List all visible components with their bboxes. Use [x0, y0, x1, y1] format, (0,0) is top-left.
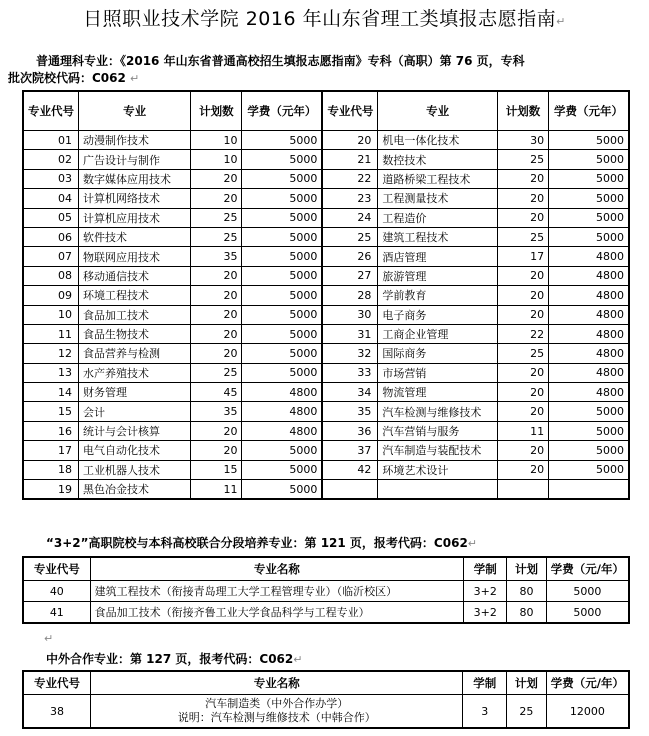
major-name: 酒店管理 [378, 247, 498, 266]
major-plan: 11 [191, 480, 242, 500]
major-plan: 30 [497, 131, 548, 150]
header-plan: 计划数 [191, 91, 242, 131]
major-name: 移动通信技术 [79, 266, 191, 285]
major-code: 42 [322, 460, 378, 479]
major-fee: 5000 [549, 402, 629, 421]
header-fee-right: 学费（元年） [549, 91, 629, 131]
major-code: 09 [23, 286, 79, 305]
major-code: 33 [322, 363, 378, 382]
major-plan: 20 [497, 208, 548, 227]
major-plan: 15 [191, 460, 242, 479]
major-fee: 5000 [549, 227, 629, 246]
coop-code: 38 [23, 695, 91, 729]
table-row [23, 324, 629, 343]
joint-plan: 80 [507, 581, 546, 602]
major-name: 数控技术 [378, 150, 498, 169]
major-name: 学前教育 [378, 286, 498, 305]
joint-name: 建筑工程技术（衔接青岛理工大学工程管理专业）（临沂校区） [90, 581, 463, 602]
major-code: 02 [23, 150, 79, 169]
joint-fee: 5000 [546, 602, 629, 624]
header-plan-right: 计划数 [497, 91, 548, 131]
major-plan: 20 [191, 286, 242, 305]
table-row [23, 247, 629, 266]
major-plan: 10 [191, 150, 242, 169]
major-plan: 20 [497, 305, 548, 324]
major-name: 物流管理 [378, 383, 498, 402]
intro-line-1: 普通理科专业：《2016 年山东省普通高校招生填报志愿指南》专科（高职）第 76 页，专科 [36, 54, 525, 68]
table-row [23, 305, 629, 324]
major-fee: 4800 [549, 363, 629, 382]
major-plan: 20 [497, 363, 548, 382]
section3-heading: 中外合作专业：第 127 页，报考代码：C062↵ [46, 652, 303, 666]
major-plan: 25 [497, 344, 548, 363]
major-code: 08 [23, 266, 79, 285]
major-name: 工程测量技术 [378, 189, 498, 208]
header-code: 专业代号 [23, 91, 79, 131]
major-name: 财务管理 [79, 383, 191, 402]
major-fee: 4800 [549, 383, 629, 402]
table-row [23, 208, 629, 227]
major-plan: 20 [191, 441, 242, 460]
major-name: 电子商务 [378, 305, 498, 324]
header-major-right: 专业 [378, 91, 498, 131]
major-plan: 22 [497, 324, 548, 343]
major-code: 12 [23, 344, 79, 363]
table-row [23, 460, 629, 479]
major-plan: 11 [497, 421, 548, 440]
major-plan: 20 [191, 421, 242, 440]
major-fee: 5000 [549, 208, 629, 227]
major-code: 04 [23, 189, 79, 208]
major-code: 07 [23, 247, 79, 266]
major-plan: 20 [191, 189, 242, 208]
coop-header-system: 学制 [463, 671, 507, 695]
major-name: 广告设计与制作 [79, 150, 191, 169]
major-code: 34 [322, 383, 378, 402]
major-code: 37 [322, 441, 378, 460]
table-row [23, 402, 629, 421]
major-name: 国际商务 [378, 344, 498, 363]
major-code [322, 480, 378, 500]
header-major: 专业 [79, 91, 191, 131]
major-name: 工程造价 [378, 208, 498, 227]
major-code: 23 [322, 189, 378, 208]
major-plan: 25 [497, 227, 548, 246]
joint-program-table [22, 556, 630, 624]
table-row [23, 169, 629, 188]
major-name: 工业机器人技术 [79, 460, 191, 479]
major-plan: 20 [191, 169, 242, 188]
major-fee: 4800 [549, 247, 629, 266]
major-name: 计算机应用技术 [79, 208, 191, 227]
joint-header-system: 学制 [464, 557, 507, 581]
major-name: 数字媒体应用技术 [79, 169, 191, 188]
major-code: 13 [23, 363, 79, 382]
major-code: 30 [322, 305, 378, 324]
major-code: 14 [23, 383, 79, 402]
major-fee [549, 480, 629, 500]
major-fee: 4800 [549, 266, 629, 285]
intro-line-2: 批次院校代码：C062 ↵ [8, 71, 140, 85]
major-name: 黑色冶金技术 [79, 480, 191, 500]
table-row [23, 695, 629, 729]
major-code: 35 [322, 402, 378, 421]
table-row [23, 581, 629, 602]
header-fee: 学费（元年） [242, 91, 322, 131]
joint-name: 食品加工技术（衔接齐鲁工业大学食品科学与工程专业） [90, 602, 463, 624]
major-name: 环境工程技术 [79, 286, 191, 305]
majors-table [22, 90, 630, 500]
major-code: 15 [23, 402, 79, 421]
joint-system: 3+2 [464, 581, 507, 602]
major-fee: 5000 [242, 480, 322, 500]
section2-heading: “3+2”高职院校与本科高校联合分段培养专业：第 121 页，报考代码：C062↵ [46, 536, 478, 550]
coop-system: 3 [463, 695, 507, 729]
major-name: 统计与会计核算 [79, 421, 191, 440]
page-title: 日照职业技术学院 2016 年山东省理工类填报志愿指南↵ [83, 8, 566, 30]
major-name: 食品营养与检测 [79, 344, 191, 363]
major-plan: 25 [191, 208, 242, 227]
major-code: 05 [23, 208, 79, 227]
major-fee: 5000 [242, 131, 322, 150]
major-name: 汽车检测与维修技术 [378, 402, 498, 421]
major-fee: 5000 [242, 150, 322, 169]
major-code: 22 [322, 169, 378, 188]
major-code: 01 [23, 131, 79, 150]
coop-name [91, 695, 463, 729]
table-row [23, 189, 629, 208]
major-plan: 20 [191, 305, 242, 324]
table-row [23, 480, 629, 500]
major-fee: 5000 [242, 363, 322, 382]
major-code: 16 [23, 421, 79, 440]
major-fee: 4800 [549, 305, 629, 324]
major-fee: 5000 [549, 460, 629, 479]
major-fee: 5000 [242, 460, 322, 479]
major-plan: 35 [191, 402, 242, 421]
table-row [23, 421, 629, 440]
major-code: 19 [23, 480, 79, 500]
major-fee: 5000 [242, 286, 322, 305]
major-fee: 4800 [242, 421, 322, 440]
major-code: 27 [322, 266, 378, 285]
majors-table-header [23, 91, 629, 131]
major-code: 06 [23, 227, 79, 246]
major-plan: 20 [497, 169, 548, 188]
coop-header-plan: 计划 [507, 671, 547, 695]
coop-header-fee: 学费（元/年） [546, 671, 629, 695]
joint-header-name: 专业名称 [90, 557, 463, 581]
table-row [23, 227, 629, 246]
major-fee: 5000 [242, 247, 322, 266]
major-code: 25 [322, 227, 378, 246]
major-code: 18 [23, 460, 79, 479]
joint-header-code: 专业代号 [23, 557, 90, 581]
major-name: 食品生物技术 [79, 324, 191, 343]
joint-table-header [23, 557, 629, 581]
major-fee: 5000 [242, 169, 322, 188]
major-name: 计算机网络技术 [79, 189, 191, 208]
major-fee: 5000 [242, 305, 322, 324]
major-code: 20 [322, 131, 378, 150]
table-row [23, 383, 629, 402]
major-plan: 17 [497, 247, 548, 266]
major-code: 28 [322, 286, 378, 305]
coop-header-name: 专业名称 [91, 671, 463, 695]
coop-header-code: 专业代号 [23, 671, 91, 695]
major-fee: 5000 [242, 441, 322, 460]
joint-system: 3+2 [464, 602, 507, 624]
major-fee: 5000 [549, 441, 629, 460]
major-name: 水产养殖技术 [79, 363, 191, 382]
major-name [378, 480, 498, 500]
major-name: 会计 [79, 402, 191, 421]
major-fee: 4800 [242, 383, 322, 402]
joint-header-fee: 学费（元/年） [546, 557, 629, 581]
coop-name-line2: 说明：汽车检测与维修技术（中韩合作） [177, 711, 376, 724]
major-code: 17 [23, 441, 79, 460]
major-name: 市场营销 [378, 363, 498, 382]
major-fee: 5000 [242, 208, 322, 227]
coop-table-header [23, 671, 629, 695]
major-plan: 20 [191, 344, 242, 363]
major-plan: 20 [497, 286, 548, 305]
major-fee: 5000 [242, 324, 322, 343]
joint-code: 40 [23, 581, 90, 602]
table-row [23, 344, 629, 363]
major-fee: 4800 [549, 344, 629, 363]
table-row [23, 266, 629, 285]
table-row [23, 131, 629, 150]
major-plan: 20 [497, 383, 548, 402]
major-name: 电气自动化技术 [79, 441, 191, 460]
major-code: 31 [322, 324, 378, 343]
major-name: 汽车制造与装配技术 [378, 441, 498, 460]
major-name: 旅游管理 [378, 266, 498, 285]
header-code-right: 专业代号 [322, 91, 378, 131]
joint-code: 41 [23, 602, 90, 624]
major-code: 03 [23, 169, 79, 188]
major-fee: 5000 [549, 169, 629, 188]
cooperation-table [22, 670, 630, 729]
major-fee: 5000 [242, 266, 322, 285]
major-code: 36 [322, 421, 378, 440]
major-fee: 5000 [242, 189, 322, 208]
major-plan: 20 [191, 324, 242, 343]
major-plan: 20 [497, 441, 548, 460]
major-fee: 5000 [549, 150, 629, 169]
major-fee: 4800 [549, 324, 629, 343]
table-row [23, 286, 629, 305]
major-plan: 20 [497, 266, 548, 285]
major-code: 24 [322, 208, 378, 227]
major-code: 21 [322, 150, 378, 169]
major-name: 环境艺术设计 [378, 460, 498, 479]
coop-name-line1: 汽车制造类（中外合作办学） [205, 697, 349, 710]
major-plan: 20 [497, 460, 548, 479]
major-code: 11 [23, 324, 79, 343]
major-name: 动漫制作技术 [79, 131, 191, 150]
major-fee: 4800 [549, 286, 629, 305]
major-plan [497, 480, 548, 500]
major-fee: 5000 [549, 131, 629, 150]
major-code: 10 [23, 305, 79, 324]
major-name: 汽车营销与服务 [378, 421, 498, 440]
table-row [23, 441, 629, 460]
coop-fee: 12000 [546, 695, 629, 729]
major-plan: 20 [497, 402, 548, 421]
major-plan: 25 [191, 227, 242, 246]
major-code: 26 [322, 247, 378, 266]
major-plan: 45 [191, 383, 242, 402]
major-name: 食品加工技术 [79, 305, 191, 324]
major-plan: 25 [191, 363, 242, 382]
major-code: 32 [322, 344, 378, 363]
major-plan: 20 [191, 266, 242, 285]
major-name: 工商企业管理 [378, 324, 498, 343]
coop-plan: 25 [507, 695, 547, 729]
major-fee: 5000 [549, 189, 629, 208]
joint-fee: 5000 [546, 581, 629, 602]
table-row [23, 602, 629, 624]
table-row [23, 363, 629, 382]
major-plan: 35 [191, 247, 242, 266]
joint-plan: 80 [507, 602, 546, 624]
major-name: 建筑工程技术 [378, 227, 498, 246]
major-fee: 5000 [242, 227, 322, 246]
major-plan: 20 [497, 189, 548, 208]
major-fee: 5000 [242, 344, 322, 363]
major-name: 道路桥梁工程技术 [378, 169, 498, 188]
major-fee: 4800 [242, 402, 322, 421]
paragraph-mark: ↵ [44, 632, 54, 645]
joint-header-plan: 计划 [507, 557, 546, 581]
major-plan: 25 [497, 150, 548, 169]
major-fee: 5000 [549, 421, 629, 440]
major-name: 物联网应用技术 [79, 247, 191, 266]
major-plan: 10 [191, 131, 242, 150]
major-name: 机电一体化技术 [378, 131, 498, 150]
major-name: 软件技术 [79, 227, 191, 246]
table-row [23, 150, 629, 169]
